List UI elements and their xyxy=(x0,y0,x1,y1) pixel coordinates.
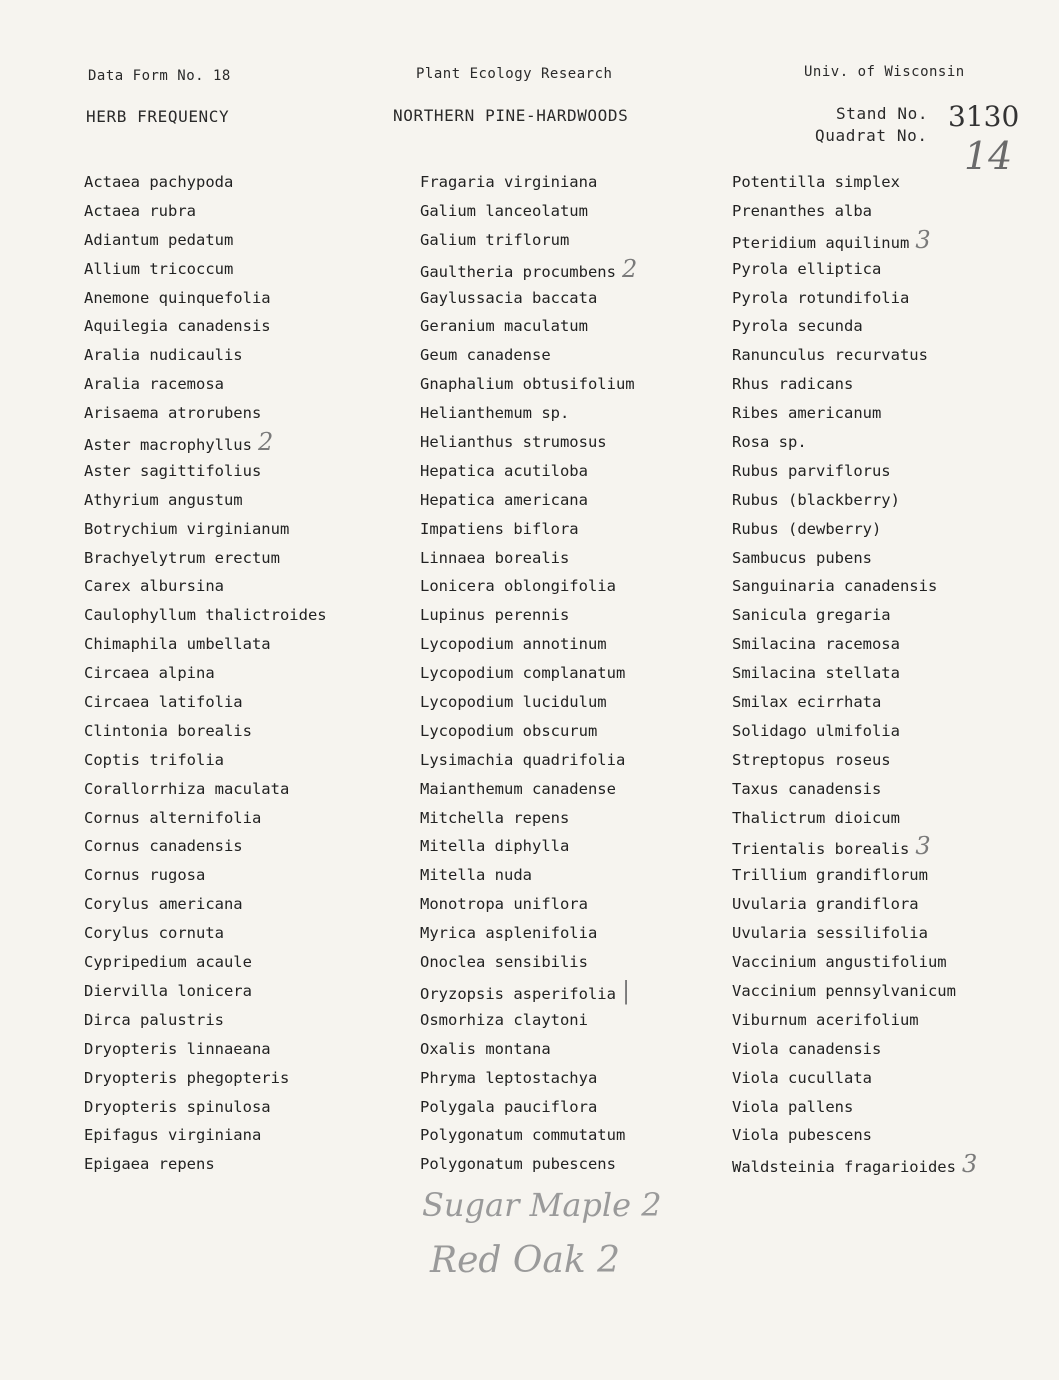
species-name: Cornus alternifolia xyxy=(84,808,262,827)
species-name: Gaultheria procumbens xyxy=(420,262,616,281)
species-row xyxy=(84,486,327,515)
species-name: Trillium grandiflorum xyxy=(732,866,928,885)
species-name: Viola pallens xyxy=(732,1097,854,1116)
species-row xyxy=(420,601,637,630)
species-row xyxy=(732,428,977,457)
species-name: Potentilla simplex xyxy=(732,173,900,191)
species-row xyxy=(420,486,637,515)
species-row xyxy=(420,1064,637,1093)
species-name: Epifagus virginiana xyxy=(84,1126,262,1145)
species-name: Viola cucullata xyxy=(732,1068,872,1087)
species-name: Solidago ulmifolia xyxy=(732,721,900,740)
species-name: Epigaea repens xyxy=(84,1155,215,1174)
species-row xyxy=(420,919,637,948)
species-row xyxy=(732,255,977,284)
species-name: Impatiens biflora xyxy=(420,519,579,538)
species-row xyxy=(732,804,977,833)
species-row xyxy=(84,659,327,688)
species-name: Lupinus perennis xyxy=(420,606,570,625)
research-title: Plant Ecology Research xyxy=(416,66,613,82)
species-row xyxy=(732,746,977,775)
species-name: Linnaea borealis xyxy=(420,548,570,567)
species-row xyxy=(420,1093,637,1122)
species-row xyxy=(420,284,637,313)
species-row xyxy=(732,601,977,630)
species-name: Mitella diphylla xyxy=(420,837,570,856)
species-row xyxy=(420,197,637,226)
species-row xyxy=(732,659,977,688)
species-row xyxy=(84,1093,327,1122)
university-name: Univ. of Wisconsin xyxy=(804,64,965,80)
frequency-mark: 2 xyxy=(621,254,638,283)
species-row xyxy=(84,312,327,341)
species-row xyxy=(420,804,637,833)
species-name: Actaea rubra xyxy=(84,201,196,220)
species-row xyxy=(420,717,637,746)
species-row xyxy=(84,1035,327,1064)
species-row xyxy=(84,1006,327,1035)
species-row xyxy=(420,948,637,977)
species-name: Phryma leptostachya xyxy=(420,1068,598,1087)
species-name: Rosa sp. xyxy=(732,433,807,452)
species-row xyxy=(732,312,977,341)
species-name: Adiantum pedatum xyxy=(84,230,234,249)
species-row xyxy=(420,890,637,919)
species-row xyxy=(732,284,977,313)
species-row xyxy=(420,775,637,804)
species-name: Viola canadensis xyxy=(732,1039,882,1058)
species-row xyxy=(732,717,977,746)
species-name: Pyrola elliptica xyxy=(732,259,882,278)
species-row xyxy=(84,919,327,948)
species-name: Vaccinium pennsylvanicum xyxy=(732,981,956,1000)
species-name: Polygonatum pubescens xyxy=(420,1155,616,1174)
species-name: Geum canadense xyxy=(420,346,551,365)
species-row xyxy=(84,1121,327,1150)
species-name: Rubus (blackberry) xyxy=(732,490,900,509)
species-row xyxy=(84,1150,327,1179)
frequency-mark: 3 xyxy=(915,225,931,254)
species-row xyxy=(84,428,327,457)
species-name: Geranium maculatum xyxy=(420,317,588,336)
species-row xyxy=(84,804,327,833)
species-row xyxy=(84,168,327,197)
form-number: Data Form No. 18 xyxy=(88,68,231,84)
species-row xyxy=(420,1035,637,1064)
species-row xyxy=(420,457,637,486)
species-name: Mitella nuda xyxy=(420,866,532,885)
species-name: Chimaphila umbellata xyxy=(84,635,271,654)
species-row xyxy=(732,370,977,399)
stand-label: Stand No. xyxy=(836,104,929,123)
species-name: Mitchella repens xyxy=(420,808,570,827)
species-row xyxy=(420,341,637,370)
species-row xyxy=(84,775,327,804)
species-name: Ranunculus recurvatus xyxy=(732,346,928,365)
species-row xyxy=(84,515,327,544)
species-name: Brachyelytrum erectum xyxy=(84,548,280,567)
species-name: Caulophyllum thalictroides xyxy=(84,606,327,625)
species-name: Viola pubescens xyxy=(732,1126,872,1145)
species-name: Oxalis montana xyxy=(420,1039,551,1058)
species-name: Streptopus roseus xyxy=(732,750,891,769)
species-name: Pyrola rotundifolia xyxy=(732,288,910,307)
frequency-mark: | xyxy=(621,976,631,1005)
species-name: Helianthus strumosus xyxy=(420,433,607,452)
species-name: Oryzopsis asperifolia xyxy=(420,984,616,1003)
frequency-mark: 3 xyxy=(915,832,931,861)
species-row xyxy=(732,775,977,804)
species-name: Uvularia sessilifolia xyxy=(732,924,928,943)
species-row xyxy=(84,399,327,428)
species-row xyxy=(84,544,327,573)
species-column-2 xyxy=(420,168,637,1179)
species-name: Lycopodium annotinum xyxy=(420,635,607,654)
species-name: Circaea alpina xyxy=(84,664,215,683)
frequency-mark: 3 xyxy=(961,1150,978,1179)
species-name: Aralia racemosa xyxy=(84,375,224,394)
species-name: Botrychium virginianum xyxy=(84,519,290,538)
species-name: Aster macrophyllus xyxy=(84,436,252,455)
species-name: Sambucus pubens xyxy=(732,548,872,567)
species-row xyxy=(420,572,637,601)
species-name: Thalictrum dioicum xyxy=(732,808,900,827)
species-row xyxy=(732,688,977,717)
species-row xyxy=(420,399,637,428)
species-row xyxy=(420,312,637,341)
species-row xyxy=(420,428,637,457)
species-name: Cypripedium acaule xyxy=(84,953,252,972)
species-name: Waldsteinia fragarioides xyxy=(732,1158,956,1177)
species-name: Lycopodium complanatum xyxy=(420,664,626,683)
species-row xyxy=(84,255,327,284)
species-row xyxy=(84,832,327,861)
species-name: Allium tricoccum xyxy=(84,259,234,278)
species-name: Aquilegia canadensis xyxy=(84,317,271,336)
species-row xyxy=(84,717,327,746)
species-name: Viburnum acerifolium xyxy=(732,1010,919,1029)
species-name: Corylus cornuta xyxy=(84,924,224,943)
species-name: Diervilla lonicera xyxy=(84,981,252,1000)
species-row xyxy=(420,370,637,399)
species-name: Smilax ecirrhata xyxy=(732,693,882,712)
species-row xyxy=(732,1121,977,1150)
species-row xyxy=(732,515,977,544)
species-name: Corylus americana xyxy=(84,895,243,914)
species-row xyxy=(84,948,327,977)
species-name: Polygala pauciflora xyxy=(420,1097,598,1116)
species-row xyxy=(84,1064,327,1093)
species-row xyxy=(732,630,977,659)
species-row xyxy=(84,890,327,919)
species-name: Gnaphalium obtusifolium xyxy=(420,375,635,394)
species-name: Monotropa uniflora xyxy=(420,895,588,914)
species-row xyxy=(420,1006,637,1035)
species-name: Sanicula gregaria xyxy=(732,606,891,625)
species-name: Myrica asplenifolia xyxy=(420,924,598,943)
species-row xyxy=(732,832,977,861)
species-row xyxy=(732,919,977,948)
species-name: Arisaema atrorubens xyxy=(84,404,262,423)
species-name: Hepatica acutiloba xyxy=(420,461,588,480)
species-row xyxy=(84,977,327,1006)
species-row xyxy=(84,197,327,226)
species-name: Carex albursina xyxy=(84,577,224,596)
species-name: Rubus (dewberry) xyxy=(732,519,882,538)
frequency-mark: 2 xyxy=(257,428,274,457)
species-row xyxy=(84,370,327,399)
species-row xyxy=(84,226,327,255)
species-name: Trientalis borealis xyxy=(732,840,910,859)
species-row xyxy=(84,688,327,717)
handwritten-note-red-oak: Red Oak 2 xyxy=(430,1240,621,1281)
species-name: Lycopodium obscurum xyxy=(420,721,598,740)
species-row xyxy=(84,746,327,775)
species-row xyxy=(420,1150,637,1179)
species-row xyxy=(84,601,327,630)
form-title: HERB FREQUENCY xyxy=(86,107,230,126)
species-row xyxy=(732,226,977,255)
species-name: Smilacina stellata xyxy=(732,664,900,683)
species-name: Ribes americanum xyxy=(732,404,882,423)
species-row xyxy=(732,1150,977,1179)
species-row xyxy=(84,630,327,659)
species-row xyxy=(84,572,327,601)
species-name: Dirca palustris xyxy=(84,1010,224,1029)
species-row xyxy=(420,544,637,573)
species-row xyxy=(732,197,977,226)
species-name: Lonicera oblongifolia xyxy=(420,577,616,596)
quadrat-label: Quadrat No. xyxy=(815,126,928,145)
species-row xyxy=(420,255,637,284)
species-row xyxy=(420,977,637,1006)
species-name: Rubus parviflorus xyxy=(732,461,891,480)
species-row xyxy=(732,486,977,515)
species-name: Dryopteris spinulosa xyxy=(84,1097,271,1116)
species-row xyxy=(732,948,977,977)
species-name: Osmorhiza claytoni xyxy=(420,1010,588,1029)
species-row xyxy=(732,890,977,919)
species-name: Anemone quinquefolia xyxy=(84,288,271,307)
species-name: Dryopteris phegopteris xyxy=(84,1068,290,1087)
species-row xyxy=(84,341,327,370)
species-name: Maianthemum canadense xyxy=(420,779,616,798)
species-name: Actaea pachypoda xyxy=(84,173,234,191)
species-row xyxy=(420,1121,637,1150)
species-name: Taxus canadensis xyxy=(732,779,882,798)
species-row xyxy=(732,1035,977,1064)
species-name: Athyrium angustum xyxy=(84,490,243,509)
species-name: Aralia nudicaulis xyxy=(84,346,243,365)
quadrat-number: 14 xyxy=(964,134,1013,178)
species-name: Vaccinium angustifolium xyxy=(732,953,947,972)
species-name: Coptis trifolia xyxy=(84,750,224,769)
species-row xyxy=(732,1064,977,1093)
species-name: Pyrola secunda xyxy=(732,317,863,336)
species-name: Lysimachia quadrifolia xyxy=(420,750,626,769)
species-row xyxy=(84,284,327,313)
species-name: Hepatica americana xyxy=(420,490,588,509)
species-name: Sanguinaria canadensis xyxy=(732,577,938,596)
species-row xyxy=(732,168,977,197)
species-column-1 xyxy=(84,168,327,1179)
species-row xyxy=(420,861,637,890)
stand-number: 3130 xyxy=(948,100,1020,133)
species-name: Circaea latifolia xyxy=(84,693,243,712)
species-name: Dryopteris linnaeana xyxy=(84,1039,271,1058)
species-row xyxy=(732,341,977,370)
species-name: Polygonatum commutatum xyxy=(420,1126,626,1145)
species-name: Prenanthes alba xyxy=(732,201,872,220)
species-name: Cornus rugosa xyxy=(84,866,206,885)
species-row xyxy=(732,572,977,601)
species-name: Fragaria virginiana xyxy=(420,173,598,191)
species-name: Smilacina racemosa xyxy=(732,635,900,654)
species-name: Gaylussacia baccata xyxy=(420,288,598,307)
species-row xyxy=(420,226,637,255)
species-name: Pteridium aquilinum xyxy=(732,233,910,252)
species-name: Uvularia grandiflora xyxy=(732,895,919,914)
species-row xyxy=(420,630,637,659)
community-title: NORTHERN PINE-HARDWOODS xyxy=(393,106,629,125)
species-name: Aster sagittifolius xyxy=(84,461,262,480)
species-name: Galium lanceolatum xyxy=(420,201,588,220)
species-row xyxy=(732,399,977,428)
species-row xyxy=(732,544,977,573)
handwritten-note-sugar-maple: Sugar Maple 2 xyxy=(422,1186,662,1224)
species-row xyxy=(732,861,977,890)
species-name: Rhus radicans xyxy=(732,375,854,394)
species-name: Galium triflorum xyxy=(420,230,570,249)
species-row xyxy=(420,688,637,717)
species-row xyxy=(84,861,327,890)
species-row xyxy=(420,832,637,861)
species-row xyxy=(732,1093,977,1122)
species-name: Onoclea sensibilis xyxy=(420,953,588,972)
species-name: Lycopodium lucidulum xyxy=(420,693,607,712)
species-name: Helianthemum sp. xyxy=(420,404,570,423)
species-name: Corallorrhiza maculata xyxy=(84,779,290,798)
species-row xyxy=(732,977,977,1006)
species-name: Clintonia borealis xyxy=(84,721,252,740)
species-name: Cornus canadensis xyxy=(84,837,243,856)
species-row xyxy=(420,659,637,688)
species-row xyxy=(732,457,977,486)
species-row xyxy=(420,515,637,544)
species-column-3 xyxy=(732,168,977,1179)
species-row xyxy=(732,1006,977,1035)
species-row xyxy=(420,746,637,775)
species-row xyxy=(420,168,637,197)
species-row xyxy=(84,457,327,486)
